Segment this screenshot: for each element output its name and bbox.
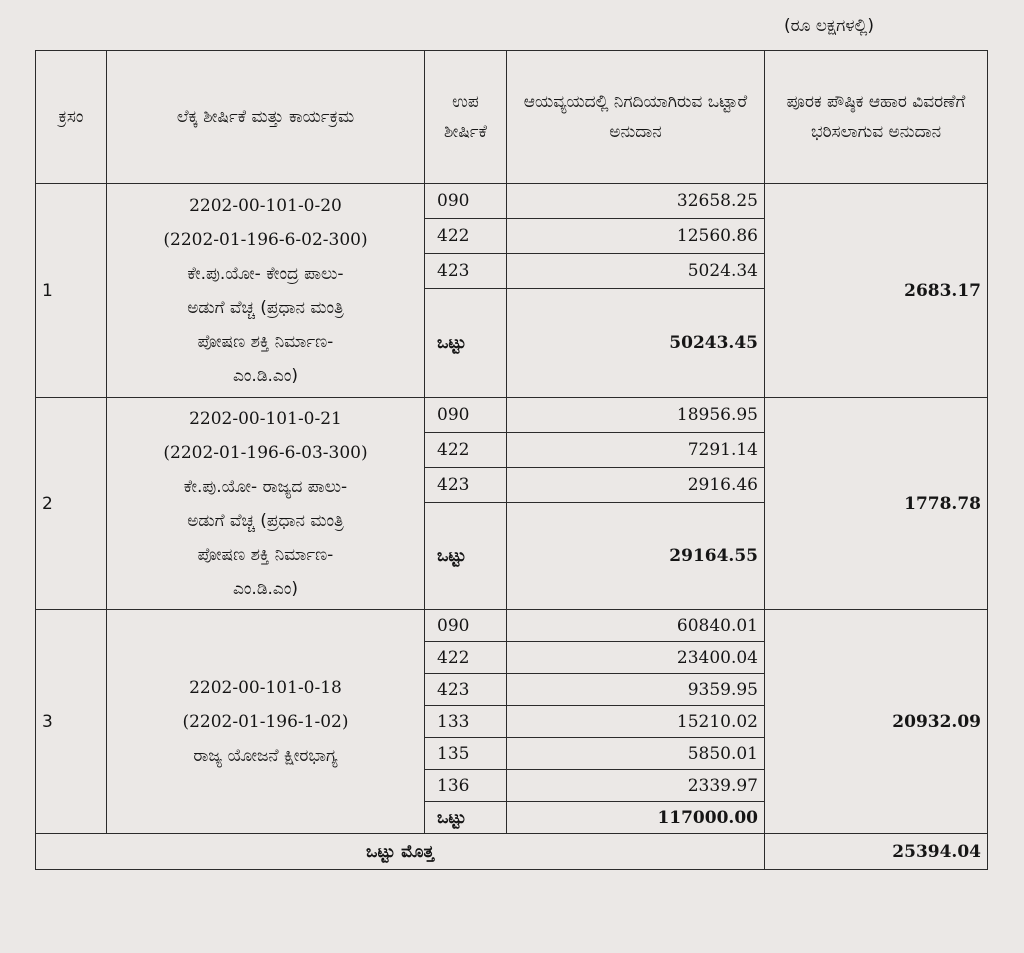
sub-head-cell: 422 [425, 219, 507, 254]
sub-head-cell: 422 [425, 642, 507, 674]
head-desc-2: ಅಡುಗೆ ವೆಚ್ಚ (ಪ್ರಧಾನ ಮಂತ್ರಿ [187, 510, 344, 531]
head-desc-3: ಪೋಷಣ ಶಕ್ತಿ ನಿರ್ಮಾಣ- [197, 544, 334, 565]
amount-cell: 32658.25 [507, 184, 765, 219]
sub-head-cell: 423 [425, 254, 507, 289]
subtotal-amount: 50243.45 [507, 289, 765, 398]
amount-cell: 60840.01 [507, 610, 765, 642]
sub-head-cell: 135 [425, 738, 507, 770]
head-desc-1: ಕೇ.ಪು.ಯೋ- ಕೇಂದ್ರ ಪಾಲು- [187, 263, 344, 284]
sub-head-cell: 423 [425, 674, 507, 706]
amount-cell: 5850.01 [507, 738, 765, 770]
head-code: 2202-00-101-0-21 [189, 408, 342, 429]
grand-total-label: ಒಟ್ಟು ಮೊತ್ತ [36, 834, 765, 870]
head-desc-1: ರಾಜ್ಯ ಯೋಜನೆ ಕ್ಷೀರಭಾಗ್ಯ [193, 745, 338, 766]
sub-head-cell: 090 [425, 398, 507, 433]
table-row [36, 398, 988, 433]
subtotal-label: ಒಟ್ಟು [425, 289, 507, 398]
sl-no-cell: 2 [36, 398, 107, 610]
amount-cell: 23400.04 [507, 642, 765, 674]
amount-cell: 15210.02 [507, 706, 765, 738]
account-head-cell [107, 184, 425, 398]
subtotal-amount: 29164.55 [507, 503, 765, 610]
unit-note: (ರೂ ಲಕ್ಷಗಳಲ್ಲಿ) [784, 16, 875, 36]
head-old-code: (2202-01-196-6-02-300) [163, 229, 368, 250]
supplementary-cell: 1778.78 [765, 398, 988, 610]
sub-head-cell: 133 [425, 706, 507, 738]
header-budget-grant: ಆಯವ್ಯಯದಲ್ಲಿ ನಿಗದಿಯಾಗಿರುವ ಒಟ್ಟಾರೆ ಅನುದಾನ [507, 51, 765, 184]
head-desc-4: ಎಂ.ಡಿ.ಎಂ) [232, 365, 299, 386]
head-old-code: (2202-01-196-1-02) [182, 711, 349, 732]
head-code: 2202-00-101-0-18 [189, 677, 342, 698]
subtotal-amount: 117000.00 [507, 802, 765, 834]
grant-table [35, 50, 988, 870]
supplementary-cell: 2683.17 [765, 184, 988, 398]
sub-head-cell: 422 [425, 433, 507, 468]
amount-cell: 2916.46 [507, 468, 765, 503]
sl-no-cell: 3 [36, 610, 107, 834]
account-head-cell [107, 610, 425, 834]
account-head-cell [107, 398, 425, 610]
head-desc-1: ಕೇ.ಪು.ಯೋ- ರಾಜ್ಯದ ಪಾಲು- [183, 476, 348, 497]
header-account-head: ಲೆಕ್ಕ ಶೀರ್ಷಿಕೆ ಮತ್ತು ಕಾರ್ಯಕ್ರಮ [107, 51, 425, 184]
subtotal-label: ಒಟ್ಟು [425, 802, 507, 834]
amount-cell: 9359.95 [507, 674, 765, 706]
amount-cell: 2339.97 [507, 770, 765, 802]
sub-head-cell: 423 [425, 468, 507, 503]
head-desc-4: ಎಂ.ಡಿ.ಎಂ) [232, 578, 299, 599]
sl-no-cell: 1 [36, 184, 107, 398]
amount-cell: 7291.14 [507, 433, 765, 468]
amount-cell: 12560.86 [507, 219, 765, 254]
amount-cell: 5024.34 [507, 254, 765, 289]
head-code: 2202-00-101-0-20 [189, 195, 342, 216]
sub-head-cell: 090 [425, 610, 507, 642]
head-old-code: (2202-01-196-6-03-300) [163, 442, 368, 463]
grand-total-amount: 25394.04 [765, 834, 988, 870]
subtotal-label: ಒಟ್ಟು [425, 503, 507, 610]
head-desc-2: ಅಡುಗೆ ವೆಚ್ಚ (ಪ್ರಧಾನ ಮಂತ್ರಿ [187, 297, 344, 318]
header-row [36, 51, 988, 184]
table-row [36, 184, 988, 219]
head-desc-3: ಪೋಷಣ ಶಕ್ತಿ ನಿರ್ಮಾಣ- [197, 331, 334, 352]
grand-total-row [36, 834, 988, 870]
header-sl-no: ಕ್ರಸಂ [36, 51, 107, 184]
header-supplementary-grant: ಪೂರಕ ಪೌಷ್ಠಿಕ ಆಹಾರ ವಿವರಣೆಗೆ ಭರಿಸಲಾಗುವ ಅನುದಾನ [765, 51, 988, 184]
table-row [36, 610, 988, 642]
sub-head-cell: 136 [425, 770, 507, 802]
amount-cell: 18956.95 [507, 398, 765, 433]
supplementary-cell: 20932.09 [765, 610, 988, 834]
sub-head-cell: 090 [425, 184, 507, 219]
header-sub-head: ಉಪ ಶೀರ್ಷಿಕೆ [425, 51, 507, 184]
